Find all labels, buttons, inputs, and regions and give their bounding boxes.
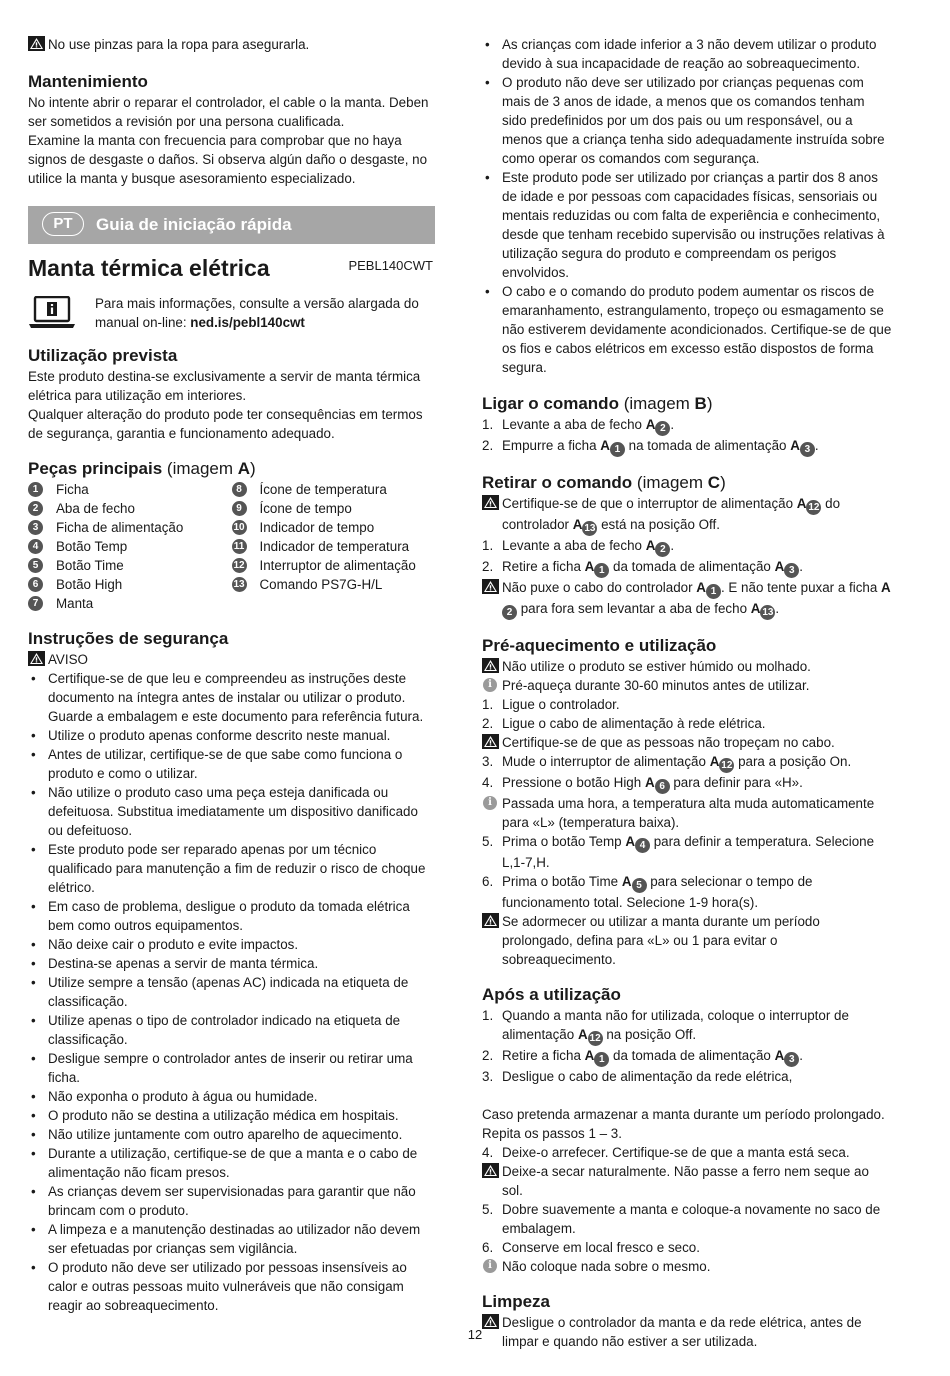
part-label: Botão Time — [56, 558, 124, 573]
part-number-badge: 2 — [502, 605, 517, 620]
info-line: i Não coloque nada sobre o mesmo. — [482, 1257, 892, 1276]
list-item: • Utilize apenas o tipo de controlador indicado na etiqueta de classificação. — [28, 1011, 435, 1049]
part-number-badge: 1 — [706, 584, 721, 599]
warning-line: AVISO — [28, 650, 435, 669]
list-item: • Durante a utilização, certifique-se de que a manta e o cabo de alimentação não ficam presos. — [28, 1144, 435, 1182]
part-number-badge: 6 — [655, 779, 670, 794]
paragraph: No intente abrir o reparar el controlador, el cable o la manta. Deben ser sometidos a revisión por una persona cualificada. — [28, 95, 429, 129]
part-number-badge: 12 — [808, 502, 820, 513]
warning-line: Não utilize o produto se estiver húmido ou molhado. — [482, 657, 892, 676]
part-item — [28, 594, 232, 613]
step: 5. Prima o botão Temp A 4 para definir a temperatura. Selecione L,1-7,H. — [482, 834, 875, 870]
section-title: Peças principais (imagem A) — [28, 459, 256, 478]
step: 2. Retire a ficha A 1 da tomada de alimentação A 3 . — [482, 1048, 803, 1065]
list-item: • Utilize sempre a tensão (apenas AC) indicada na etiqueta de classificação. — [28, 973, 435, 1011]
part-label: Ficha — [56, 482, 89, 497]
part-label: Indicador de tempo — [259, 520, 375, 535]
section-title: Utilização prevista — [28, 346, 178, 365]
warning-line: Desligue o controlador da manta e da rede elétrica, antes de limpar e quando não estiver a ser utilizada. — [482, 1313, 892, 1351]
part-number-badge: 6 — [28, 577, 43, 592]
part-number-badge: 4 — [635, 838, 650, 853]
paragraph: Caso pretenda armazenar a manta durante um período prolongado. Repita os passos 1 – 3. — [482, 1107, 885, 1141]
paragraph: Examine la manta con frecuencia para comprobar que no haya signos de desgaste o daños. Si observa algún daño o desgaste, no utilice la manta y busque asesoramiento especializado. — [28, 133, 428, 186]
part-number-badge: 1 — [594, 563, 609, 578]
product-title-row — [28, 250, 435, 284]
part-item — [28, 575, 232, 594]
part-number-badge: 10 — [233, 522, 245, 533]
part-number-badge: 4 — [28, 539, 43, 554]
safety-list — [28, 669, 435, 1315]
list-item: • O produto não se destina a utilização médica em hospitais. — [28, 1106, 435, 1125]
parts-column — [232, 480, 436, 613]
section-retirar — [482, 472, 892, 620]
part-label: Comando PS7G-H/L — [259, 577, 383, 592]
list-item: • O produto não deve ser utilizado por pessoas insensíveis ao calor e outras pessoas muito vulneráveis que não consigam reagir ao sobreaquecimento. — [28, 1258, 435, 1315]
part-number-badge: 2 — [655, 421, 670, 436]
part-number-badge: 1 — [28, 482, 43, 497]
section-title: Após a utilização — [482, 985, 621, 1004]
banner-title: Guia de iniciação rápida — [96, 215, 292, 234]
section-mantenimiento — [28, 71, 435, 188]
step: 2. Empurre a ficha A 1 na tomada de alimentação A 3 . — [482, 438, 819, 455]
list-item: • Não deixe cair o produto e evite impactos. — [28, 935, 435, 954]
part-item — [232, 537, 436, 556]
laptop-info-icon — [28, 296, 76, 330]
part-label: Botão High — [56, 577, 123, 592]
warning-line: Se adormecer ou utilizar a manta durante um período prolongado, defina para «L» ou 1 para evitar o sobreaquecimento. — [482, 912, 892, 969]
left-column — [28, 35, 435, 1315]
list-item: • Em caso de problema, desligue o produto da tomada elétrica bem como outros equipamentos. — [28, 897, 435, 935]
step: 2. Retire a ficha A 1 da tomada de alimentação A 3 . — [482, 559, 803, 576]
parts-column — [28, 480, 232, 613]
part-number-badge: 5 — [632, 878, 647, 893]
part-number-badge: 3 — [784, 1052, 799, 1067]
list-item: • Utilize o produto apenas conforme descrito neste manual. — [28, 726, 435, 745]
quick-start-banner — [28, 206, 435, 244]
part-item — [28, 499, 232, 518]
part-number-badge: 13 — [762, 607, 774, 618]
part-label: Manta — [56, 596, 94, 611]
page-number: 12 — [467, 1327, 483, 1342]
warning-line: Certifique-se de que o interruptor de alimentação A 12 do controlador A 13 está na posição Off. — [482, 494, 892, 536]
online-manual-info: Para mais informações, consulte a versão alargada do manual on-line: ned.is/pebl140cwt — [28, 294, 435, 338]
info-line: i Passada uma hora, a temperatura alta muda automaticamente para «L» (temperatura baixa). — [482, 794, 892, 832]
warning-icon — [28, 36, 45, 51]
part-item — [232, 518, 436, 537]
part-label: Botão Temp — [56, 539, 128, 554]
part-number-badge: 11 — [232, 539, 247, 554]
list-item: • Este produto pode ser utilizado por crianças a partir dos 8 anos de idade e por pessoas com capacidades físicas, sensoriais ou mentais reduzidas ou com falta de experiência e conhecimento, desde que tenham recebido supervisão ou instruções relativas à utilização segura do produto e compreendam os perigos envolvidos. — [482, 168, 892, 282]
part-number-badge: 1 — [594, 1052, 609, 1067]
part-item — [28, 556, 232, 575]
language-badge: PT — [42, 212, 84, 236]
step: 4. Pressione o botão High A 6 para definir para «H». — [482, 775, 803, 792]
paragraph: Qualquer alteração do produto pode ter consequências em termos de segurança, garantia e funcionamento adequado. — [28, 407, 423, 441]
part-number-badge: 9 — [232, 501, 247, 516]
step: 2. Ligue o cabo de alimentação à rede elétrica. — [482, 716, 766, 731]
list-item: • Antes de utilizar, certifique-se de que sabe como funciona o produto e como o utilizar. — [28, 745, 435, 783]
section-seguranca — [28, 628, 435, 1315]
part-label: Ícone de temperatura — [259, 482, 387, 497]
list-item: • O cabo e o comando do produto podem aumentar os riscos de emaranhamento, estrangulamento, tropeço ou esmagamento se não estiverem devidamente acondicionados. Certifique-se de que os fios e cabos elétricos em excesso estão dispostos de forma segura. — [482, 282, 892, 377]
section-title: Pré-aquecimento e utilização — [482, 636, 717, 655]
list-item: • As crianças com idade inferior a 3 não devem utilizar o produto devido à sua incapacidade de reação ao sobreaquecimento. — [482, 35, 892, 73]
step: 1. Levante a aba de fecho A 2 . — [482, 417, 675, 434]
section-title: Limpeza — [482, 1292, 551, 1311]
part-number-badge: 13 — [584, 523, 596, 534]
part-number-badge: 8 — [232, 482, 247, 497]
info-line: i Pré-aqueça durante 30-60 minutos antes de utilizar. — [482, 676, 892, 695]
part-item — [232, 575, 436, 594]
part-item — [28, 518, 232, 537]
warning-icon — [482, 658, 499, 673]
step: 3. Desligue o cabo de alimentação da rede elétrica, — [482, 1069, 793, 1084]
part-number-badge: 7 — [28, 596, 43, 611]
part-label: Aba de fecho — [56, 501, 135, 516]
step: 5. Dobre suavemente a manta e coloque-a novamente no saco de embalagem. — [482, 1202, 881, 1236]
warning-icon — [482, 734, 499, 749]
product-title: Manta térmica elétrica — [28, 255, 270, 281]
part-number-badge: 2 — [655, 542, 670, 557]
list-item: • Este produto pode ser reparado apenas por um técnico qualificado para manutenção a fim de reduzir o risco de choque elétrico. — [28, 840, 435, 897]
list-item: • O produto não deve ser utilizado por crianças pequenas com mais de 3 anos de idade, a menos que os comandos tenham sido predefinidos por um dos pais ou um responsável, ou a menos que a criança tenha sido adequadamente instruída sobre como operar os comandos com segurança. — [482, 73, 892, 168]
section-preaquecimento — [482, 635, 892, 969]
part-label: Ícone de tempo — [259, 501, 352, 516]
model-number: PEBL140CWT — [348, 258, 433, 273]
warning-icon — [482, 495, 499, 510]
manual-link[interactable]: ned.is/pebl140cwt — [190, 315, 305, 330]
part-number-badge: 12 — [233, 560, 245, 571]
section-ligar — [482, 393, 892, 457]
part-item — [232, 480, 436, 499]
part-label: Indicador de temperatura — [259, 539, 410, 554]
part-item — [232, 556, 436, 575]
part-label: Ficha de alimentação — [56, 520, 184, 535]
section-title: Ligar o comando (imagem B) — [482, 394, 713, 413]
part-number-badge: 13 — [233, 579, 245, 590]
warning-icon — [482, 579, 499, 594]
list-item: • As crianças devem ser supervisionadas para garantir que não brincam com o produto. — [28, 1182, 435, 1220]
step: 6. Conserve em local fresco e seco. — [482, 1240, 700, 1255]
warning-icon — [482, 1163, 499, 1178]
part-item — [232, 499, 436, 518]
part-number-badge: 12 — [589, 1033, 601, 1044]
safety-list-continued — [482, 35, 892, 377]
step: 1. Quando a manta não for utilizada, coloque o interruptor de alimentação A 12 na posição Off. — [482, 1008, 849, 1044]
section-apos — [482, 984, 892, 1276]
parts-list — [28, 480, 435, 613]
part-number-badge: 3 — [800, 442, 815, 457]
section-title: Mantenimiento — [28, 72, 148, 91]
section-utilizacao — [28, 345, 435, 443]
info-icon: i — [483, 796, 497, 810]
part-item — [28, 480, 232, 499]
list-item: • Destina-se apenas a servir de manta térmica. — [28, 954, 435, 973]
part-number-badge: 1 — [610, 442, 625, 457]
part-number-badge: 2 — [28, 501, 43, 516]
list-item: • A limpeza e a manutenção destinadas ao utilizador não devem ser efetuadas por crianças sem vigilância. — [28, 1220, 435, 1258]
step: 1. Levante a aba de fecho A 2 . — [482, 538, 675, 555]
part-number-badge: 5 — [28, 558, 43, 573]
section-pecas — [28, 458, 435, 613]
part-number-badge: 3 — [784, 563, 799, 578]
list-item: • Desligue sempre o controlador antes de inserir ou retirar uma ficha. — [28, 1049, 435, 1087]
section-title: Instruções de segurança — [28, 629, 229, 648]
list-item: • Não exponha o produto à água ou humidade. — [28, 1087, 435, 1106]
step: 4. Deixe-o arrefecer. Certifique-se de que a manta está seca. — [482, 1145, 850, 1160]
part-number-badge: 3 — [28, 520, 43, 535]
section-title: Retirar o comando (imagem C) — [482, 473, 726, 492]
warning-line: No use pinzas para la ropa para asegurarla. — [28, 35, 435, 54]
list-item: • Não utilize juntamente com outro aparelho de aquecimento. — [28, 1125, 435, 1144]
step: 1. Ligue o controlador. — [482, 697, 620, 712]
list-item: • Não utilize o produto caso uma peça esteja danificada ou defeituosa. Substitua imediatamente um dispositivo danificado ou defeituoso. — [28, 783, 435, 840]
step: 6. Prima o botão Time A 5 para selecionar o tempo de funcionamento total. Selecione 1-9 hora(s). — [482, 874, 813, 910]
warning-line: Certifique-se de que as pessoas não tropeçam no cabo. — [482, 733, 892, 752]
warning-icon — [482, 913, 499, 928]
warning-line: Não puxe o cabo do controlador A 1 . E não tente puxar a ficha A2 para fora sem levantar a aba de fecho A 13 . — [482, 578, 892, 620]
info-icon: i — [483, 678, 497, 692]
warning-icon — [28, 651, 45, 666]
part-label: Interruptor de alimentação — [259, 558, 416, 573]
warning-line: Deixe-a secar naturalmente. Não passe a ferro nem seque ao sol. — [482, 1162, 892, 1200]
part-number-badge: 12 — [721, 760, 733, 771]
part-item — [28, 537, 232, 556]
info-icon: i — [483, 1259, 497, 1273]
right-column — [482, 35, 892, 1351]
step: 3. Mude o interruptor de alimentação A 12 para a posição On. — [482, 754, 852, 771]
paragraph: Este produto destina-se exclusivamente a servir de manta térmica elétrica para utilização em interiores. — [28, 369, 421, 403]
list-item: • Certifique-se de que leu e compreendeu as instruções deste documento na íntegra antes de instalar ou utilizar o produto. Guarde a embalagem e este documento para referência futura. — [28, 669, 435, 726]
